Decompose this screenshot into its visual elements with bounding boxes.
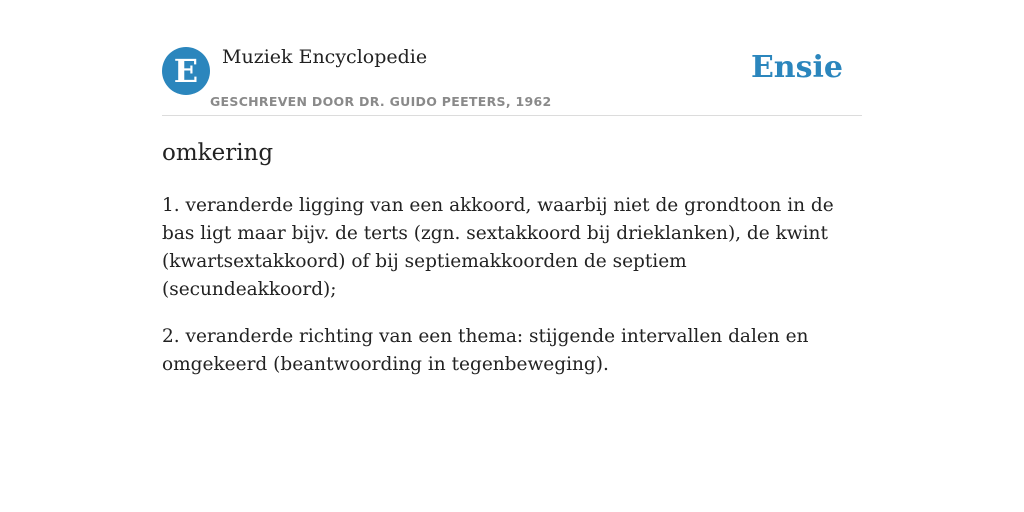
definition-item: 1. veranderde ligging van een akkoord, waarbij niet de grondtoon in de bas ligt maar bijv. de terts (zgn. sextakkoord bij drieklanken), de kwint (kwartsextakkoord) of bij septiemakkoorden de septiem (secundeakkoord); <box>162 195 834 300</box>
brand-logo[interactable]: Ensie <box>750 50 843 85</box>
definition-item: 2. veranderde richting van een thema: stijgende intervallen dalen en omgekeerd (beantwoording in tegenbeweging). <box>162 326 809 375</box>
encyclopedia-logo-icon[interactable]: E <box>162 47 210 95</box>
definition-list <box>162 192 862 398</box>
author-byline: GESCHREVEN DOOR DR. GUIDO PEETERS, 1962 <box>210 94 552 109</box>
book-title[interactable]: Muziek Encyclopedie <box>222 46 428 68</box>
page-header <box>162 46 862 116</box>
entry-term: omkering <box>162 140 274 166</box>
